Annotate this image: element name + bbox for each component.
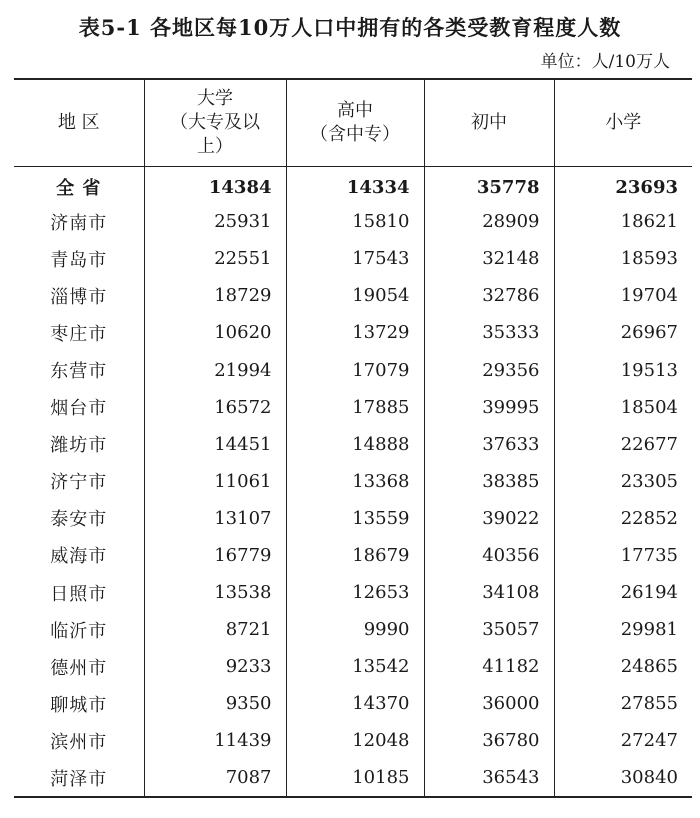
header-highschool-line: 高中 <box>337 99 373 121</box>
cell-middle: 38385 <box>424 463 554 500</box>
table-row <box>14 648 692 685</box>
cell-highschool: 12048 <box>286 722 424 759</box>
cell-region: 济宁市 <box>50 472 108 494</box>
header-university-line: （大专及以 <box>170 111 260 133</box>
cell-university: 16779 <box>144 537 286 574</box>
cell-middle: 35778 <box>424 166 554 203</box>
cell-middle: 37633 <box>424 426 554 463</box>
table-row <box>14 351 692 388</box>
cell-university: 13538 <box>144 574 286 611</box>
table-row <box>14 574 692 611</box>
cell-highschool: 17079 <box>286 351 424 388</box>
cell-region: 滨州市 <box>50 731 108 753</box>
cell-middle: 32786 <box>424 277 554 314</box>
cell-primary: 19513 <box>554 351 692 388</box>
cell-region: 淄博市 <box>50 286 108 308</box>
cell-highschool: 17885 <box>286 389 424 426</box>
header-middle: 初中 <box>424 79 554 166</box>
cell-middle: 39995 <box>424 389 554 426</box>
cell-middle: 35057 <box>424 611 554 648</box>
cell-middle: 36543 <box>424 760 554 797</box>
table-row <box>14 500 692 537</box>
cell-highschool: 9990 <box>286 611 424 648</box>
cell-highschool: 13368 <box>286 463 424 500</box>
header-university-line: 大学 <box>197 87 233 109</box>
cell-highschool: 13542 <box>286 648 424 685</box>
table-row <box>14 314 692 351</box>
cell-highschool: 10185 <box>286 760 424 797</box>
table-row <box>14 685 692 722</box>
cell-primary: 22677 <box>554 426 692 463</box>
cell-region: 全 省 <box>56 178 102 200</box>
table-body <box>14 166 692 797</box>
cell-highschool: 15810 <box>286 203 424 240</box>
cell-middle: 35333 <box>424 314 554 351</box>
cell-region: 泰安市 <box>50 509 108 531</box>
cell-primary: 18593 <box>554 240 692 277</box>
cell-primary: 17735 <box>554 537 692 574</box>
header-highschool-line: （含中专） <box>310 123 400 145</box>
table-row <box>14 426 692 463</box>
header-university <box>144 79 286 166</box>
cell-highschool: 14334 <box>286 166 424 203</box>
cell-primary: 29981 <box>554 611 692 648</box>
cell-university: 11061 <box>144 463 286 500</box>
cell-highschool: 14888 <box>286 426 424 463</box>
cell-region: 潍坊市 <box>50 435 108 457</box>
cell-university: 14384 <box>144 166 286 203</box>
cell-university: 9350 <box>144 685 286 722</box>
cell-primary: 27855 <box>554 685 692 722</box>
cell-university: 16572 <box>144 389 286 426</box>
cell-primary: 24865 <box>554 648 692 685</box>
cell-university: 21994 <box>144 351 286 388</box>
cell-primary: 18621 <box>554 203 692 240</box>
cell-region: 枣庄市 <box>50 323 108 345</box>
cell-university: 7087 <box>144 760 286 797</box>
table-title: 表5-1 各地区每10万人口中拥有的各类受教育程度人数 <box>78 15 622 40</box>
table-row <box>14 611 692 648</box>
cell-primary: 23305 <box>554 463 692 500</box>
cell-university: 10620 <box>144 314 286 351</box>
cell-region: 威海市 <box>50 546 108 568</box>
cell-highschool: 17543 <box>286 240 424 277</box>
cell-primary: 18504 <box>554 389 692 426</box>
cell-highschool: 13729 <box>286 314 424 351</box>
cell-primary: 27247 <box>554 722 692 759</box>
table-header <box>14 79 692 166</box>
cell-middle: 34108 <box>424 574 554 611</box>
header-university-line: 上） <box>197 135 233 157</box>
cell-region: 济南市 <box>50 212 108 234</box>
unit-label: 单位：人/10万人 <box>540 52 670 72</box>
cell-middle: 40356 <box>424 537 554 574</box>
table-row <box>14 537 692 574</box>
cell-primary: 19704 <box>554 277 692 314</box>
cell-primary: 30840 <box>554 760 692 797</box>
cell-highschool: 18679 <box>286 537 424 574</box>
table-row <box>14 203 692 240</box>
cell-region: 青岛市 <box>50 249 108 271</box>
cell-university: 9233 <box>144 648 286 685</box>
header-highschool <box>286 79 424 166</box>
cell-middle: 29356 <box>424 351 554 388</box>
cell-primary: 26967 <box>554 314 692 351</box>
cell-university: 22551 <box>144 240 286 277</box>
cell-highschool: 13559 <box>286 500 424 537</box>
table-row <box>14 240 692 277</box>
header-region: 地 区 <box>57 111 100 133</box>
cell-middle: 41182 <box>424 648 554 685</box>
education-table <box>14 78 692 798</box>
cell-region: 菏泽市 <box>50 768 108 790</box>
cell-middle: 39022 <box>424 500 554 537</box>
cell-highschool: 14370 <box>286 685 424 722</box>
cell-university: 18729 <box>144 277 286 314</box>
cell-primary: 26194 <box>554 574 692 611</box>
cell-university: 13107 <box>144 500 286 537</box>
cell-region: 德州市 <box>50 657 108 679</box>
table-row-total <box>14 166 692 203</box>
cell-middle: 36780 <box>424 722 554 759</box>
cell-region: 临沂市 <box>50 620 108 642</box>
table-row <box>14 760 692 797</box>
cell-primary: 23693 <box>554 166 692 203</box>
cell-region: 烟台市 <box>50 398 108 420</box>
table-row <box>14 463 692 500</box>
cell-middle: 36000 <box>424 685 554 722</box>
cell-university: 11439 <box>144 722 286 759</box>
cell-university: 8721 <box>144 611 286 648</box>
cell-primary: 22852 <box>554 500 692 537</box>
cell-middle: 28909 <box>424 203 554 240</box>
cell-university: 14451 <box>144 426 286 463</box>
cell-region: 聊城市 <box>50 694 108 716</box>
cell-university: 25931 <box>144 203 286 240</box>
table-row <box>14 389 692 426</box>
cell-highschool: 12653 <box>286 574 424 611</box>
cell-middle: 32148 <box>424 240 554 277</box>
header-primary: 小学 <box>554 79 692 166</box>
table-row <box>14 277 692 314</box>
cell-highschool: 19054 <box>286 277 424 314</box>
cell-region: 东营市 <box>50 361 108 383</box>
cell-region: 日照市 <box>50 583 108 605</box>
table-row <box>14 722 692 759</box>
